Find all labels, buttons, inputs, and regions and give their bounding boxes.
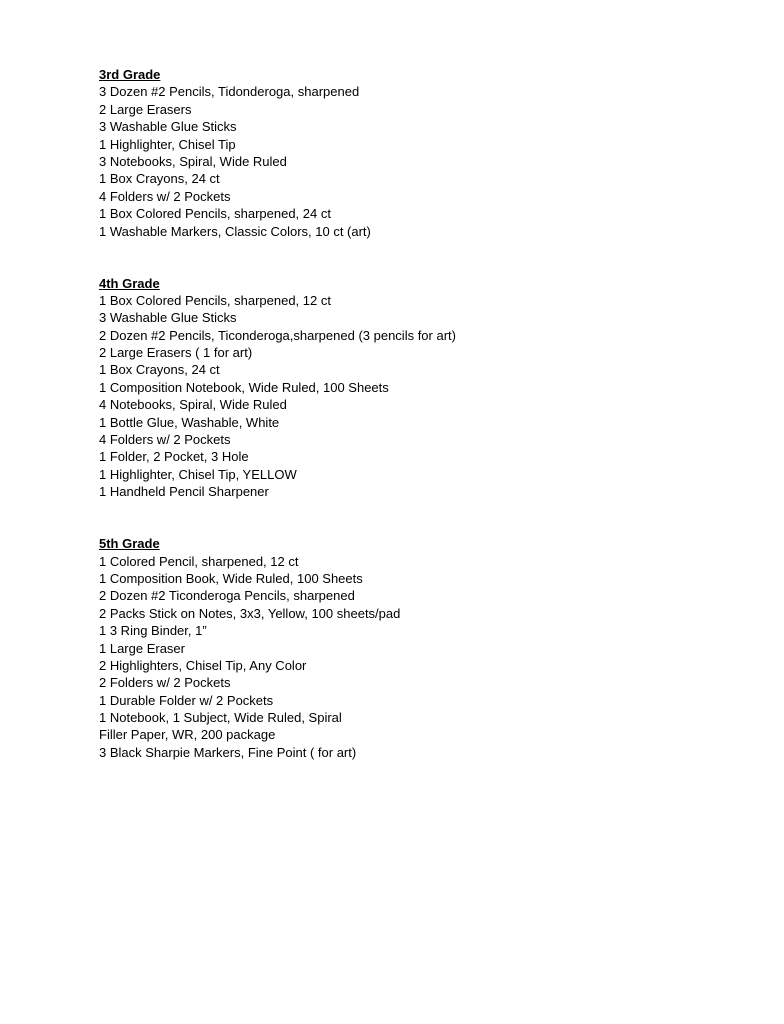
supply-list [99,83,764,240]
list-item: 3 Washable Glue Sticks [99,119,237,135]
list-item: 1 Highlighter, Chisel Tip, YELLOW [99,466,297,482]
list-item: 1 Colored Pencil, sharpened, 12 ct [99,553,299,569]
list-item: 1 Handheld Pencil Sharpener [99,484,269,500]
list-item: 1 Notebook, 1 Subject, Wide Ruled, Spiral [99,710,342,726]
list-item: 1 Composition Book, Wide Ruled, 100 Sheets [99,570,363,586]
list-item: 3 Washable Glue Sticks [99,310,237,326]
list-item: 2 Folders w/ 2 Pockets [99,675,231,691]
list-item: 3 Dozen #2 Pencils, Tidonderoga, sharpened [99,84,360,100]
list-item: 2 Dozen #2 Ticonderoga Pencils, sharpened [99,588,355,604]
list-item: 1 Large Eraser [99,640,185,656]
grade-heading: 5th Grade [99,536,160,552]
supply-list [99,292,764,501]
list-item: 4 Folders w/ 2 Pockets [99,432,231,448]
list-item: 1 Box Crayons, 24 ct [99,171,220,187]
list-item: 3 Notebooks, Spiral, Wide Ruled [99,153,287,169]
list-item: 1 Box Colored Pencils, sharpened, 24 ct [99,206,331,222]
list-item: 1 3 Ring Binder, 1” [99,623,207,639]
grade-heading: 4th Grade [99,275,160,291]
list-item: 3 Black Sharpie Markers, Fine Point ( for art) [99,744,357,760]
list-item: Filler Paper, WR, 200 package [99,727,276,743]
grade-section-3rd [99,66,764,240]
list-item: 2 Dozen #2 Pencils, Ticonderoga,sharpened (3 pencils for art) [99,327,456,343]
list-item: 2 Highlighters, Chisel Tip, Any Color [99,657,307,673]
list-item: 1 Highlighter, Chisel Tip [99,136,236,152]
list-item: 2 Large Erasers ( 1 for art) [99,345,253,361]
supply-list-document [99,66,764,761]
list-item: 1 Durable Folder w/ 2 Pockets [99,692,274,708]
list-item: 1 Washable Markers, Classic Colors, 10 ct (art) [99,223,371,239]
grade-section-4th [99,275,764,501]
list-item: 1 Box Colored Pencils, sharpened, 12 ct [99,292,331,308]
list-item: 1 Bottle Glue, Washable, White [99,414,280,430]
list-item: 1 Box Crayons, 24 ct [99,362,220,378]
list-item: 2 Packs Stick on Notes, 3x3, Yellow, 100 sheets/pad [99,605,401,621]
grade-section-5th [99,535,764,761]
list-item: 2 Large Erasers [99,101,192,117]
list-item: 4 Folders w/ 2 Pockets [99,188,231,204]
list-item: 1 Folder, 2 Pocket, 3 Hole [99,449,249,465]
list-item: 4 Notebooks, Spiral, Wide Ruled [99,397,287,413]
supply-list [99,553,764,762]
grade-heading: 3rd Grade [99,67,161,82]
list-item: 1 Composition Notebook, Wide Ruled, 100 Sheets [99,379,389,395]
